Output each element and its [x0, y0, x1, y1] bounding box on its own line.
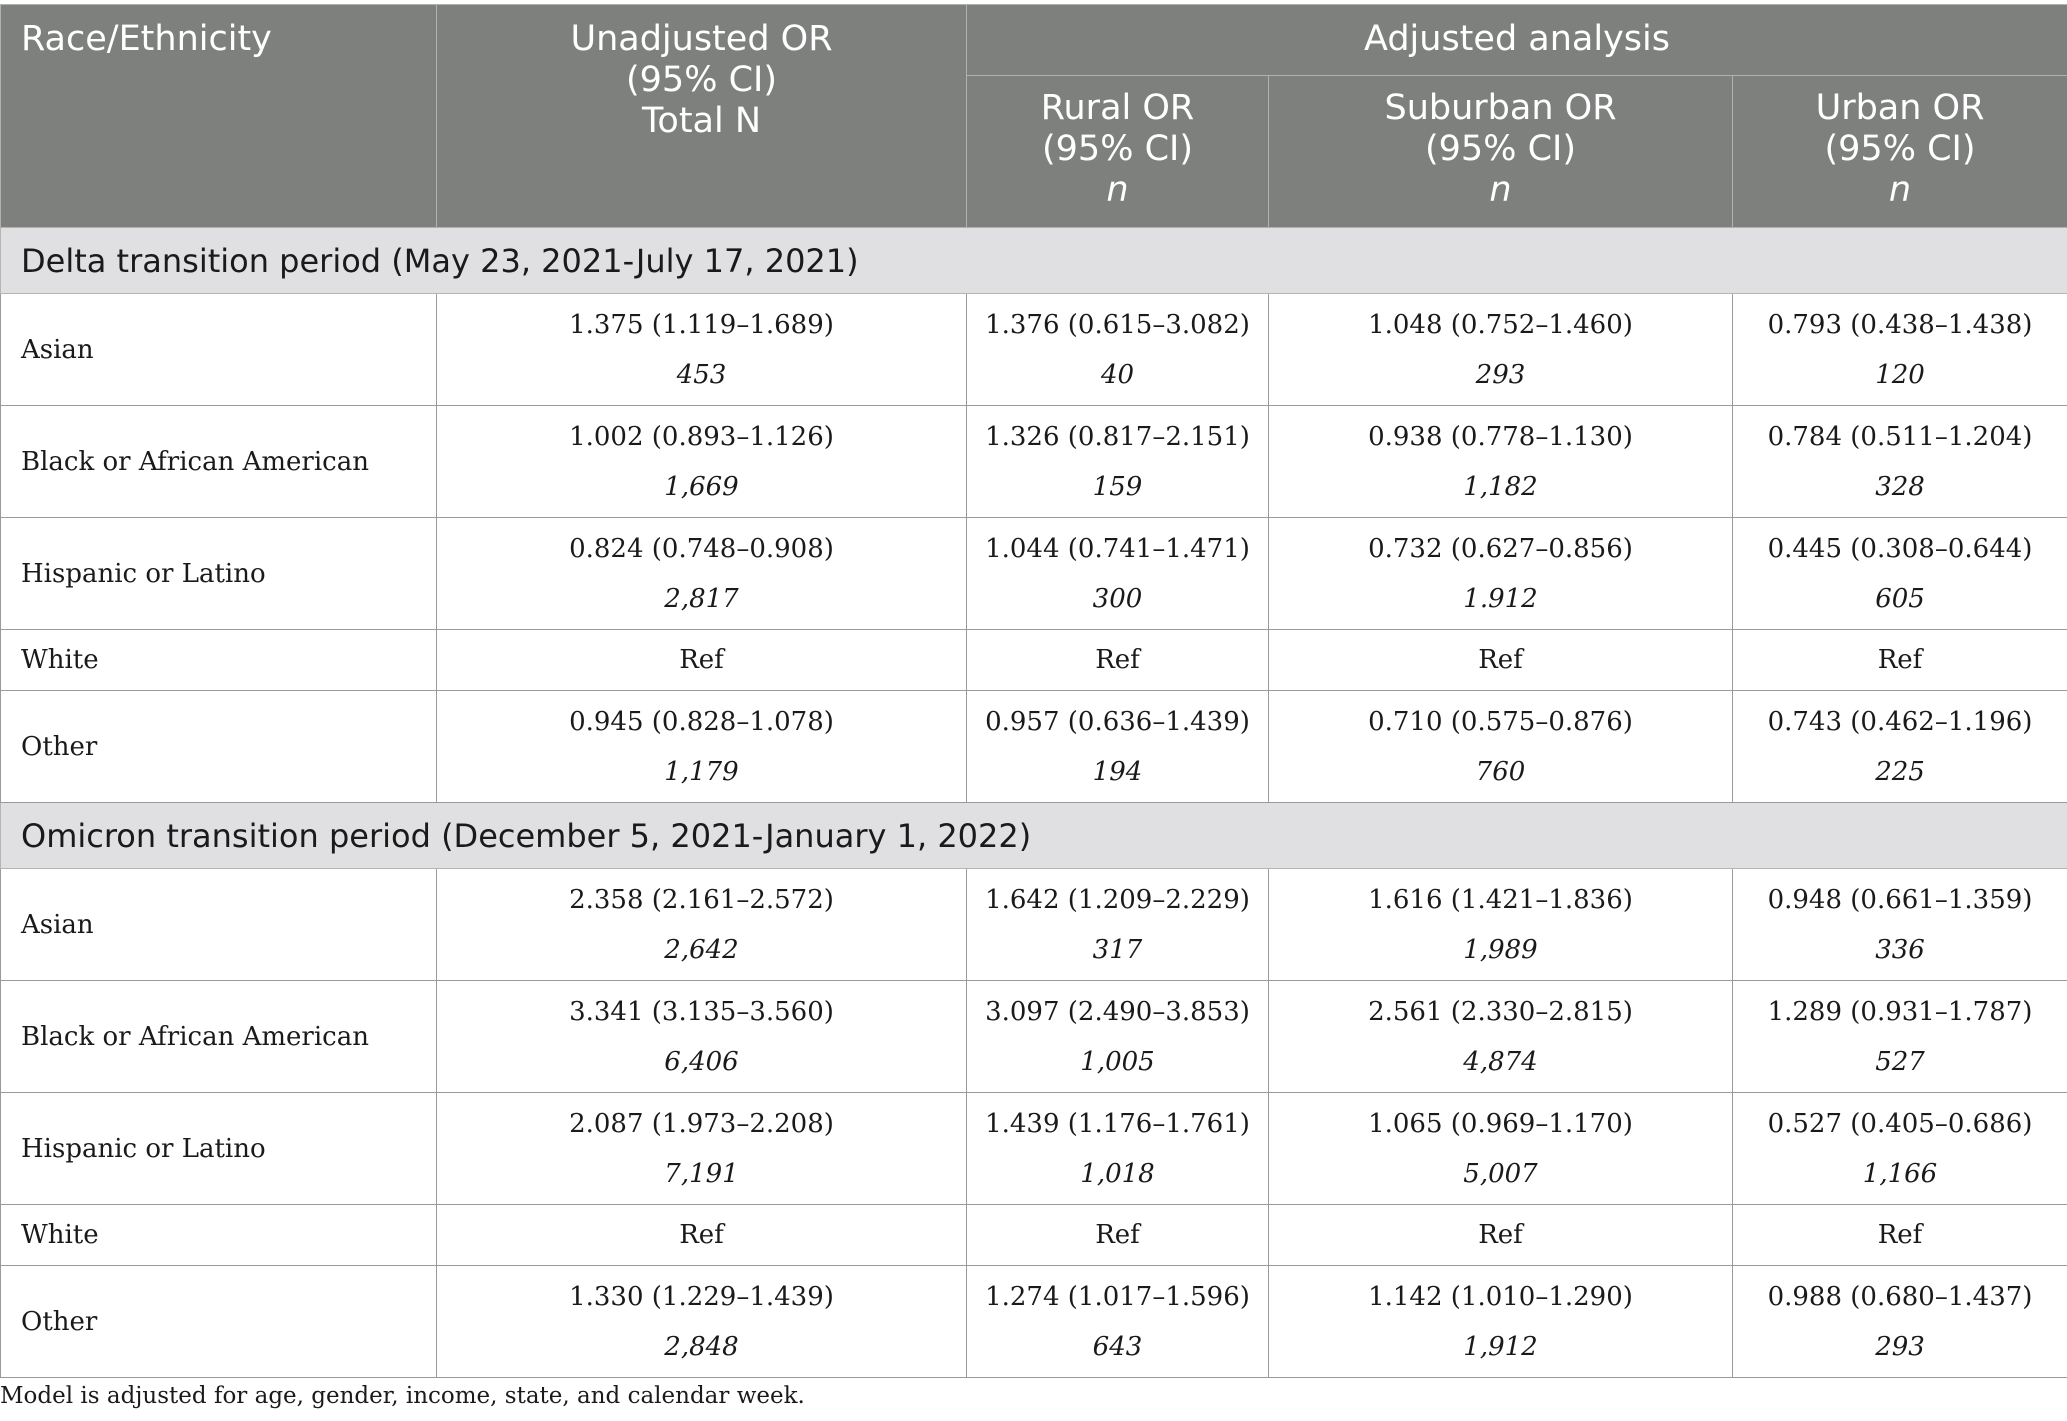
odds-ratio: 0.784 (0.511–1.204): [1767, 422, 2033, 452]
table-row: [1, 518, 2067, 630]
table-row: [1, 981, 2067, 1093]
odds-ratio: 1.642 (1.209–2.229): [985, 885, 1250, 915]
value-cell: [1269, 981, 1733, 1093]
value-cell: [1733, 691, 2067, 803]
value-cell: [1269, 406, 1733, 518]
header-suburban-line2: (95% CI): [1425, 129, 1576, 169]
sample-size: 453: [676, 360, 727, 390]
header-adjusted-label: Adjusted analysis: [1364, 19, 1670, 59]
header-suburban-line1: Suburban OR: [1384, 88, 1617, 128]
ref-cell: Ref: [437, 1205, 967, 1266]
row-label: Hispanic or Latino: [1, 518, 437, 630]
value-cell: [967, 691, 1269, 803]
odds-ratio: 1.065 (0.969–1.170): [1368, 1109, 1633, 1139]
ref-cell: Ref: [1733, 1205, 2067, 1266]
value-cell: [437, 294, 967, 406]
header-urban-line2: (95% CI): [1824, 129, 1976, 169]
ref-cell: Ref: [1733, 630, 2067, 691]
value-cell: [967, 981, 1269, 1093]
header-urban-line3: n: [1888, 170, 1912, 210]
header-unadjusted: [437, 5, 967, 228]
section-title: Delta transition period (May 23, 2021-July 17, 2021): [1, 228, 2067, 294]
header-adjusted: [967, 5, 2067, 76]
sample-size: 2,848: [664, 1332, 739, 1362]
sample-size: 120: [1875, 360, 1925, 390]
sample-size: 194: [1092, 757, 1143, 787]
odds-ratio: 1.376 (0.615–3.082): [985, 310, 1250, 340]
odds-ratio: 0.732 (0.627–0.856): [1368, 534, 1633, 564]
value-cell: [437, 1093, 967, 1205]
value-cell: [437, 869, 967, 981]
value-cell: [967, 1266, 1269, 1378]
value-cell: [1733, 1093, 2067, 1205]
footnote: Model is adjusted for age, gender, income, state, and calendar week.: [0, 1383, 805, 1409]
odds-ratio: 2.087 (1.973–2.208): [569, 1109, 834, 1139]
row-label: Black or African American: [1, 981, 437, 1093]
odds-ratio: 1.002 (0.893–1.126): [569, 422, 834, 452]
sample-size: 1.912: [1463, 584, 1538, 614]
odds-ratio: 1.044 (0.741–1.471): [985, 534, 1250, 564]
sample-size: 328: [1875, 472, 1925, 502]
header-unadjusted-line3: Total N: [641, 101, 762, 141]
value-cell: [1269, 294, 1733, 406]
sample-size: 7,191: [664, 1159, 739, 1189]
sample-size: 293: [1875, 1332, 1925, 1362]
value-cell: [1733, 518, 2067, 630]
odds-ratio: 2.561 (2.330–2.815): [1368, 997, 1633, 1027]
header-rural-line2: (95% CI): [1042, 129, 1193, 169]
sample-size: 300: [1092, 584, 1143, 614]
odds-ratio: 1.142 (1.010–1.290): [1368, 1282, 1633, 1312]
table-row: [1, 1093, 2067, 1205]
table-row: [1, 1205, 2067, 1266]
ref-cell: Ref: [967, 1205, 1269, 1266]
value-cell: [1269, 518, 1733, 630]
sample-size: 5,007: [1463, 1159, 1538, 1189]
sample-size: 159: [1092, 472, 1143, 502]
table-row: [1, 294, 2067, 406]
odds-ratio: 1.048 (0.752–1.460): [1368, 310, 1633, 340]
row-label: Other: [1, 1266, 437, 1378]
odds-ratio: 3.341 (3.135–3.560): [569, 997, 834, 1027]
sample-size: 225: [1875, 757, 1925, 787]
odds-ratio: 0.945 (0.828–1.078): [569, 707, 834, 737]
value-cell: [1733, 1266, 2067, 1378]
header-race: Race/Ethnicity: [1, 5, 437, 228]
value-cell: [967, 518, 1269, 630]
value-cell: [1269, 1093, 1733, 1205]
value-cell: [1269, 691, 1733, 803]
sample-size: 1,912: [1463, 1332, 1538, 1362]
sample-size: 2,642: [664, 935, 739, 965]
value-cell: [1733, 294, 2067, 406]
section-row: [1, 803, 2067, 869]
sample-size: 605: [1875, 584, 1925, 614]
table-row: [1, 630, 2067, 691]
odds-ratio: 0.445 (0.308–0.644): [1767, 534, 2033, 564]
odds-ratio: 0.938 (0.778–1.130): [1368, 422, 1633, 452]
sample-size: 527: [1875, 1047, 1925, 1077]
row-label: Other: [1, 691, 437, 803]
sample-size: 1,989: [1463, 935, 1538, 965]
value-cell: [1733, 406, 2067, 518]
odds-ratio: 0.988 (0.680–1.437): [1767, 1282, 2033, 1312]
section-title: Omicron transition period (December 5, 2021-January 1, 2022): [1, 803, 2067, 869]
results-table: [0, 4, 2067, 1378]
sample-size: 1,179: [664, 757, 739, 787]
odds-ratio: 0.957 (0.636–1.439): [985, 707, 1250, 737]
sample-size: 760: [1475, 757, 1526, 787]
odds-ratio: 3.097 (2.490–3.853): [985, 997, 1250, 1027]
row-label: Hispanic or Latino: [1, 1093, 437, 1205]
sample-size: 1,166: [1862, 1159, 1938, 1189]
ref-cell: Ref: [967, 630, 1269, 691]
header-rural: [967, 76, 1269, 228]
value-cell: [967, 869, 1269, 981]
header-unadjusted-line1: Unadjusted OR: [570, 19, 833, 59]
value-cell: [967, 294, 1269, 406]
table-body: [1, 228, 2067, 1378]
value-cell: [437, 518, 967, 630]
value-cell: [437, 981, 967, 1093]
row-label: White: [1, 630, 437, 691]
row-label: Asian: [1, 869, 437, 981]
section-row: [1, 228, 2067, 294]
header-urban-line1: Urban OR: [1815, 88, 1985, 128]
value-cell: [437, 691, 967, 803]
odds-ratio: 1.274 (1.017–1.596): [985, 1282, 1250, 1312]
ref-cell: Ref: [1269, 1205, 1733, 1266]
sample-size: 1,669: [664, 472, 739, 502]
table-row: [1, 406, 2067, 518]
odds-ratio: 1.326 (0.817–2.151): [985, 422, 1250, 452]
header-suburban: [1269, 76, 1733, 228]
odds-ratio: 1.375 (1.119–1.689): [569, 310, 834, 340]
sample-size: 1,018: [1080, 1159, 1155, 1189]
sample-size: 336: [1875, 935, 1925, 965]
value-cell: [967, 406, 1269, 518]
value-cell: [1733, 869, 2067, 981]
ref-cell: Ref: [1269, 630, 1733, 691]
sample-size: 317: [1092, 935, 1143, 965]
odds-ratio: 1.289 (0.931–1.787): [1767, 997, 2033, 1027]
header-rural-line1: Rural OR: [1040, 88, 1195, 128]
sample-size: 40: [1100, 360, 1135, 390]
odds-ratio: 1.616 (1.421–1.836): [1368, 885, 1633, 915]
odds-ratio: 1.439 (1.176–1.761): [985, 1109, 1250, 1139]
odds-ratio: 0.743 (0.462–1.196): [1767, 707, 2033, 737]
header-urban: [1733, 76, 2067, 228]
value-cell: [1733, 981, 2067, 1093]
value-cell: [1269, 869, 1733, 981]
value-cell: [967, 1093, 1269, 1205]
row-label: Black or African American: [1, 406, 437, 518]
odds-ratio: 0.824 (0.748–0.908): [569, 534, 834, 564]
header-suburban-line3: n: [1489, 170, 1512, 210]
table-row: [1, 869, 2067, 981]
results-table-wrapper: [0, 4, 2067, 1378]
odds-ratio: 0.710 (0.575–0.876): [1368, 707, 1633, 737]
sample-size: 1,182: [1463, 472, 1538, 502]
odds-ratio: 0.527 (0.405–0.686): [1767, 1109, 2033, 1139]
header-unadjusted-line2: (95% CI): [626, 60, 777, 100]
sample-size: 293: [1475, 360, 1526, 390]
odds-ratio: 0.793 (0.438–1.438): [1767, 310, 2033, 340]
table-row: [1, 1266, 2067, 1378]
odds-ratio: 0.948 (0.661–1.359): [1767, 885, 2033, 915]
ref-cell: Ref: [437, 630, 967, 691]
odds-ratio: 1.330 (1.229–1.439): [569, 1282, 834, 1312]
value-cell: [1269, 1266, 1733, 1378]
table-row: [1, 691, 2067, 803]
odds-ratio: 2.358 (2.161–2.572): [569, 885, 834, 915]
sample-size: 2,817: [664, 584, 739, 614]
sample-size: 643: [1092, 1332, 1143, 1362]
row-label: Asian: [1, 294, 437, 406]
header-rural-line3: n: [1106, 170, 1129, 210]
sample-size: 6,406: [664, 1047, 739, 1077]
row-label: White: [1, 1205, 437, 1266]
sample-size: 4,874: [1463, 1047, 1538, 1077]
value-cell: [437, 406, 967, 518]
value-cell: [437, 1266, 967, 1378]
sample-size: 1,005: [1080, 1047, 1155, 1077]
